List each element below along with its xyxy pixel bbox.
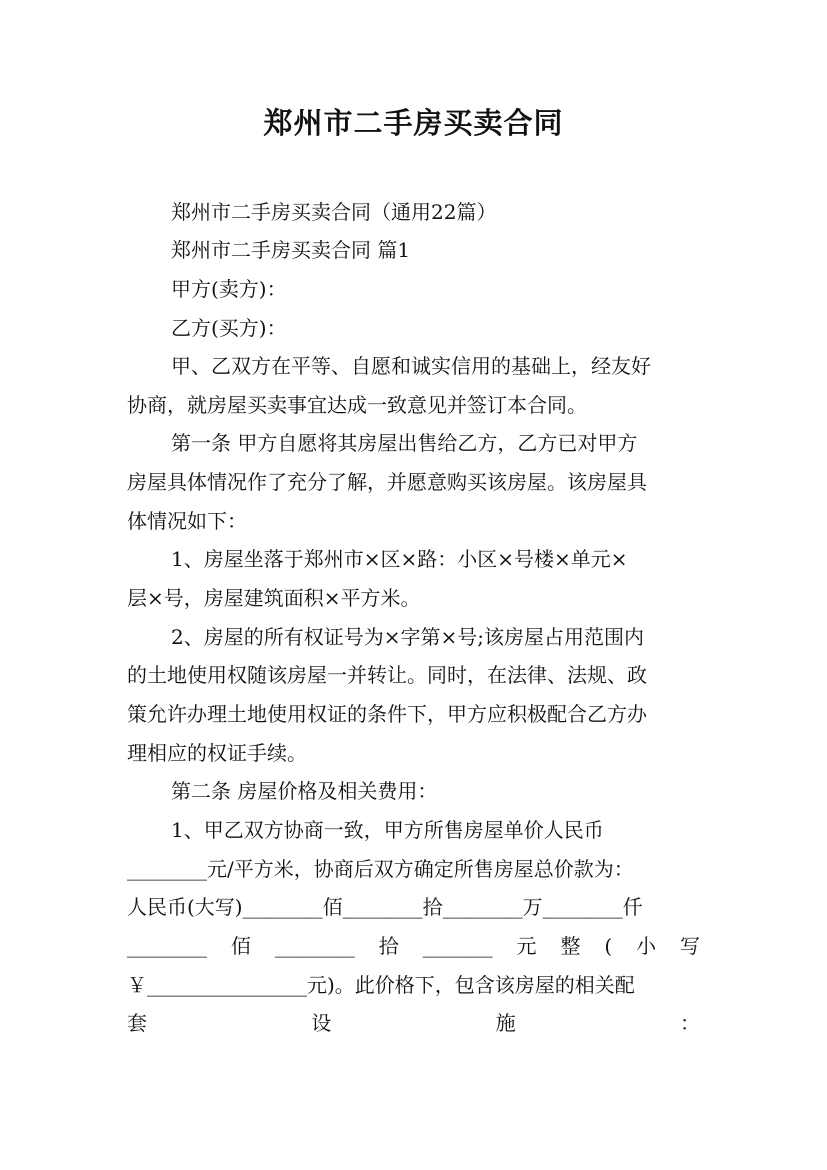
text-line: 房屋具体情况作了充分了解，并愿意购买该房屋。该房屋具 xyxy=(127,470,647,494)
article-one-line: 第一条 甲方自愿将其房屋出售给乙方，乙方已对甲方 xyxy=(171,431,638,455)
text-line: 理相应的权证手续。 xyxy=(127,741,307,765)
text-line: 协商，就房屋买卖事宜达成一致意见并签订本合同。 xyxy=(127,393,587,417)
text-line: ￥________________元)。此价格下，包含该房屋的相关配 xyxy=(127,973,635,997)
text-token: 写 xyxy=(679,934,700,958)
subtitle-line: 郑州市二手房买卖合同（通用22篇） xyxy=(171,200,497,224)
text-line: 2、房屋的所有权证号为×字第×号;该房屋占用范围内 xyxy=(171,625,644,649)
blank-field: ________ xyxy=(127,934,207,958)
spread-line xyxy=(127,926,700,966)
text-line: 策允许办理土地使用权证的条件下，甲方应积极配合乙方办 xyxy=(127,702,647,726)
text-line: 人民币(大写)________佰________拾________万________仟 xyxy=(127,895,643,919)
blank-field: ________ xyxy=(274,934,355,958)
blank-field: _______ xyxy=(422,934,493,958)
text-token: ： xyxy=(679,1011,700,1035)
article-two-line: 第二条 房屋价格及相关费用： xyxy=(171,779,438,803)
spread-line xyxy=(127,1003,700,1043)
party-a-line: 甲方(卖方)： xyxy=(171,277,287,301)
text-line: 甲、乙双方在平等、自愿和诚实信用的基础上，经友好 xyxy=(171,354,651,378)
text-token: 小 xyxy=(636,934,657,958)
text-token: 设 xyxy=(311,1011,332,1035)
text-token: 施 xyxy=(495,1011,516,1035)
text-line: 的土地使用权随该房屋一并转让。同时，在法律、法规、政 xyxy=(127,663,647,687)
text-line: ________元/平方米，协商后双方确定所售房屋总价款为： xyxy=(127,857,634,881)
text-token: 套 xyxy=(127,1011,147,1035)
text-line: 体情况如下： xyxy=(127,509,247,533)
text-line: 层×号，房屋建筑面积×平方米。 xyxy=(127,586,421,610)
text-token: 拾 xyxy=(378,934,399,958)
text-token: 佰 xyxy=(230,934,251,958)
document-title: 郑州市二手房买卖合同 xyxy=(263,106,564,140)
text-token: 元 xyxy=(516,934,537,958)
text-line: 1、甲乙双方协商一致，甲方所售房屋单价人民币 xyxy=(171,818,604,842)
section-heading: 郑州市二手房买卖合同 篇1 xyxy=(171,238,411,262)
text-line: 1、房屋坐落于郑州市×区×路：小区×号楼×单元× xyxy=(171,547,628,571)
text-token: 整 xyxy=(560,934,581,958)
party-b-line: 乙方(买方)： xyxy=(171,316,287,340)
text-token: ( xyxy=(604,934,613,958)
